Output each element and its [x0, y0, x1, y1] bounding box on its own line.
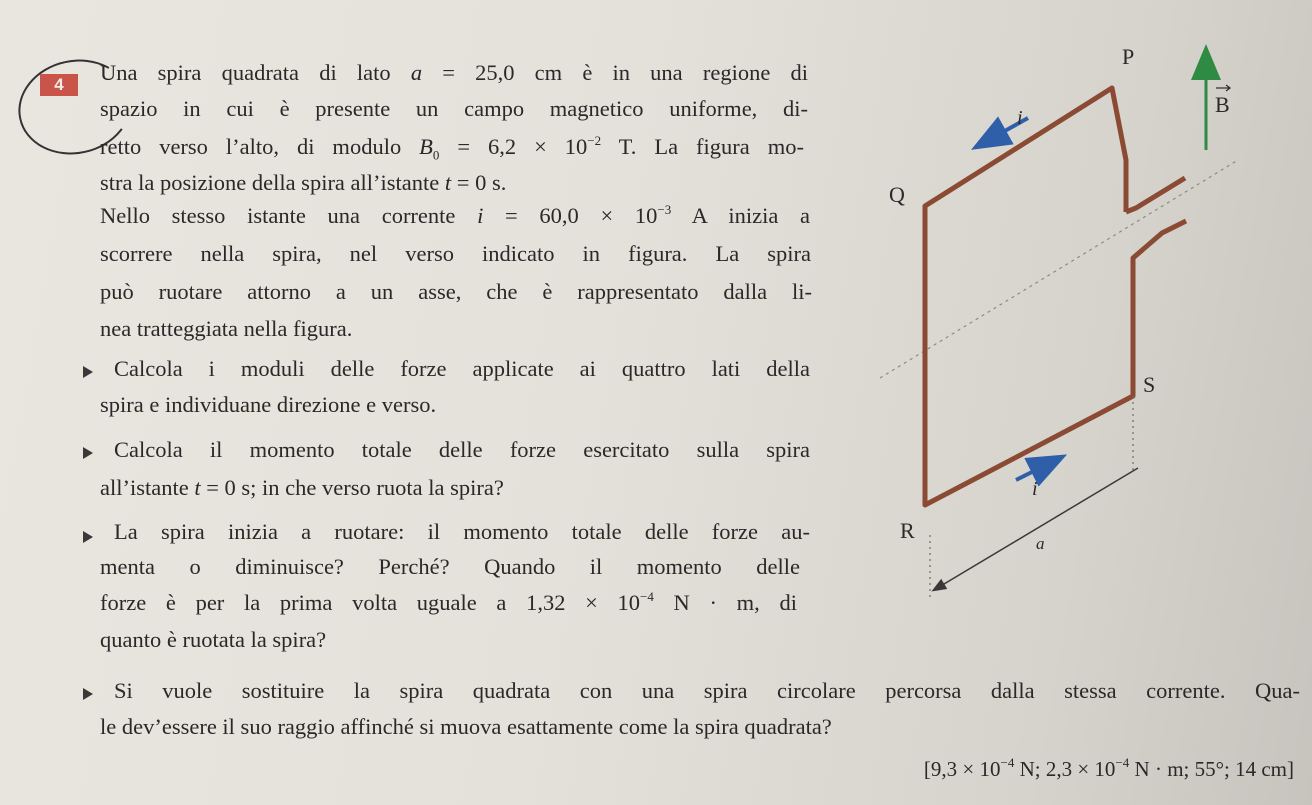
paragraph-line: nea tratteggiata nella figura.	[100, 316, 353, 341]
label-r: R	[900, 518, 915, 543]
loop-terminal	[1126, 178, 1185, 212]
label-field-b: B	[1215, 92, 1230, 117]
question-line: quanto è ruotata la spira?	[100, 627, 327, 652]
paragraph-line: retto verso l’alto, di modulo $B_0 = 6,2 \times 10^{-2}$ T. La figura mo-	[100, 133, 804, 163]
current-arrow-bottom	[1016, 458, 1060, 480]
question-line: menta o diminuisce? Perché? Quando il momento delle	[100, 554, 800, 579]
label-current-bottom: i	[1032, 478, 1038, 500]
question-line: Calcola il momento totale delle forze esercitato sulla spira	[114, 437, 810, 462]
paragraph-line: spazio in cui è presente un campo magnetico uniforme, di-	[100, 96, 808, 121]
question-line: Si vuole sostituire la spira quadrata con una spira circolare percorsa dalla stessa corrente. Qua-	[114, 678, 1300, 703]
label-s: S	[1143, 372, 1156, 397]
current-loop	[925, 88, 1186, 505]
question-line: forze è per la prima volta uguale a $1,32 \times 10^{-4}$ N · m, di	[100, 589, 797, 615]
label-q: Q	[889, 182, 905, 207]
paragraph-line: scorrere nella spira, nel verso indicato in figura. La spira	[100, 241, 811, 266]
question-line: spira e individuane direzione e verso.	[100, 392, 437, 417]
paragraph-line: stra la posizione della spira all’istante t = 0 s.	[100, 170, 507, 195]
label-side-a: a	[1036, 534, 1045, 553]
paragraph-line: Nello stesso istante una corrente $i = 60,0 \times 10^{-3}$ A inizia a	[100, 202, 810, 228]
question-line: all’istante t = 0 s; in che verso ruota la spira?	[100, 475, 504, 500]
exercise-number-badge: 4	[40, 74, 78, 96]
answers-line: [$9,3 \times 10^{-4}$ N; $2,3 \times 10^{-4}$ N · m; 55°; 14 cm]	[923, 755, 1294, 781]
paragraph-line: Una spira quadrata di lato a = 25,0 cm è in una regione di	[100, 60, 808, 85]
question-line: Calcola i moduli delle forze applicate ai quattro lati della	[114, 356, 810, 381]
label-current-top: i	[1017, 107, 1023, 129]
label-p: P	[1122, 44, 1135, 69]
rotation-axis	[880, 160, 1238, 378]
question-line: le dev’essere il suo raggio affinché si muova esattamente come la spira quadrata?	[100, 714, 832, 739]
paragraph-line: può ruotare attorno a un asse, che è rappresentato dalla li-	[100, 279, 812, 304]
question-line: La spira inizia a ruotare: il momento totale delle forze au-	[114, 519, 810, 544]
